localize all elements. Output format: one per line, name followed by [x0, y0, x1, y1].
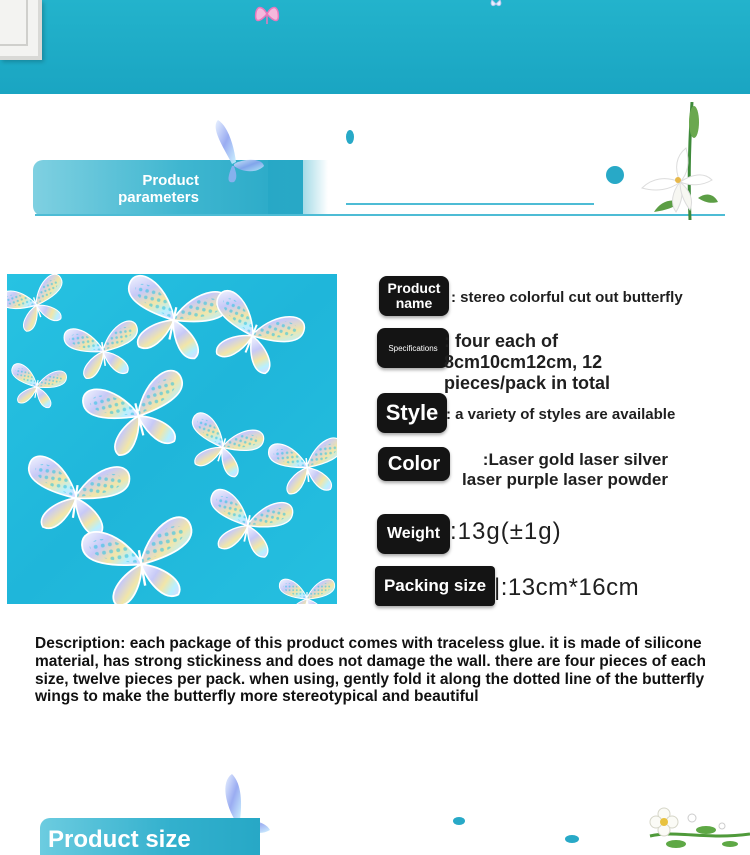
- section-header-parameters: [0, 100, 750, 230]
- param-badge-specifications: Specifications: [377, 328, 449, 368]
- product-photo: [7, 274, 337, 604]
- param-badge-packing-size: Packing size: [375, 566, 495, 606]
- light-switch-plate: [0, 0, 42, 60]
- decor-dot: [346, 130, 354, 144]
- param-badge-color: Color: [378, 447, 450, 481]
- butterfly-icon: [264, 430, 337, 502]
- section-title: Product parameters: [118, 172, 199, 206]
- param-badge-style: Style: [377, 393, 447, 433]
- param-value-weight: :13g(±1g): [450, 518, 562, 545]
- decor-dot: [565, 835, 579, 843]
- divider: [35, 214, 725, 216]
- butterfly-icon: [277, 574, 337, 604]
- param-value-color: :Laser gold laser silver laser purple laser powder: [462, 450, 668, 489]
- decor-dot: [606, 166, 624, 184]
- butterfly-icon: [250, 0, 284, 28]
- butterfly-icon: [488, 0, 504, 12]
- decor-dot: [453, 817, 465, 825]
- top-banner: [0, 0, 750, 94]
- flower-icon: [646, 800, 750, 855]
- param-value-packing-size: |:13cm*16cm: [494, 574, 640, 601]
- param-value-style: : a variety of styles are available: [446, 406, 676, 423]
- butterfly-icon: [175, 403, 271, 489]
- param-badge-weight: Weight: [377, 514, 450, 554]
- param-value-specifications: : four each of 8cm10cm12cm, 12 pieces/pack in total: [444, 331, 611, 393]
- divider: [346, 203, 594, 205]
- section-title-product-size: Product size: [48, 826, 191, 853]
- butterfly-icon: [7, 357, 71, 415]
- param-badge-product-name: Product name: [379, 276, 449, 316]
- param-value-product-name: : stereo colorful cut out butterfly: [451, 289, 683, 306]
- lily-icon: [640, 102, 720, 220]
- product-description: Description: each package of this product comes with traceless glue. it is made of silicone material, has strong stickiness and does not damage the wall. there are four pieces of each size, twelve pieces per pack. when using, gently fold it along the dotted line of the butterfly wings to make the butterfly more stereotypical and beautiful: [35, 635, 707, 706]
- butterfly-icon: [198, 118, 270, 190]
